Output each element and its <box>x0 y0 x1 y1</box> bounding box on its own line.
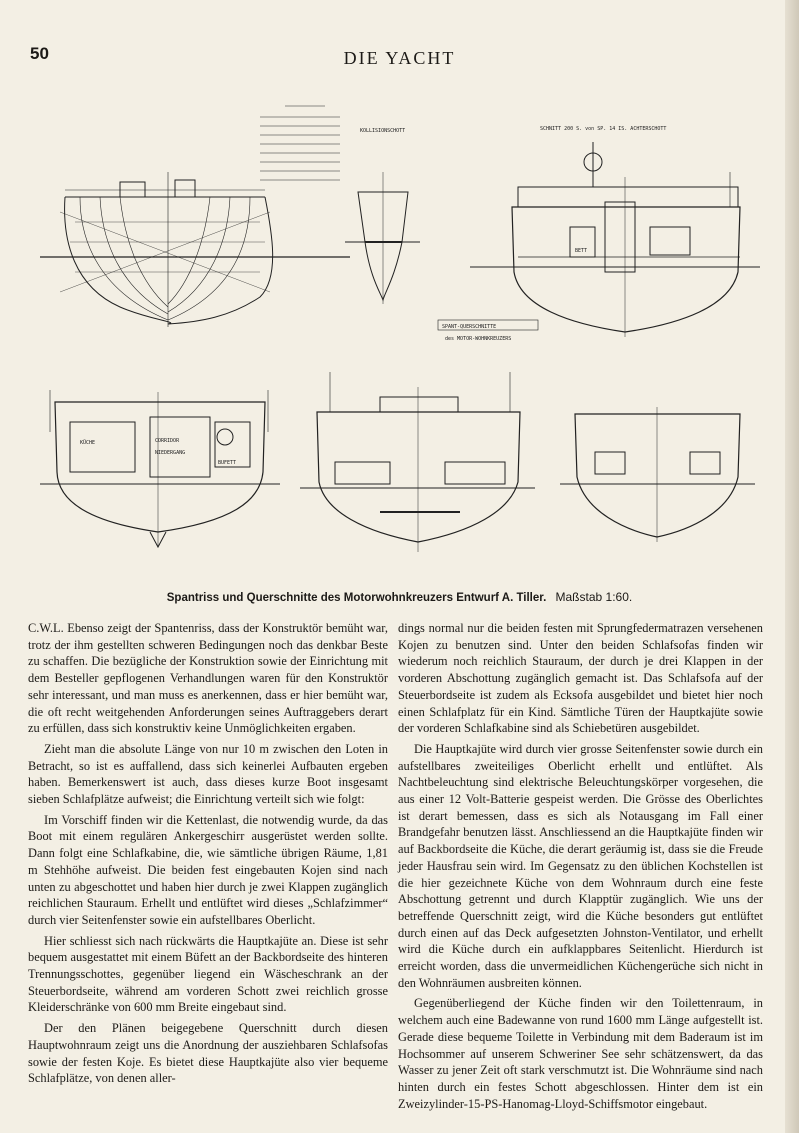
paragraph: dings normal nur die beiden festen mit Sprungfedermatrazen versehenen Kojen zu benutzen sind. Unter den beiden Schlafsofas finden wir wiederum noch reichlich Stauraum, der durch je drei Klappen in der vorderen Abschottung zugänglich gemacht ist. Das Schlafsofa auf der Steuerbordseite ist zudem als Ecksofa ausgebildet und bietet hier noch einen Schlafplatz für ein Kind. Sämtliche Türen der Hauptkajüte sowie der vorderen Schlafkabine sind als Schiebetüren ausgebildet. <box>398 621 763 736</box>
page-number: 50 <box>30 44 49 63</box>
caption-scale: Maßstab 1:60. <box>555 590 633 604</box>
figure-label-aft-section: SCHNITT 200 S. von SP. 14 IS. ACHTERSCHOTT <box>540 126 667 132</box>
figure-label-cross-sections-sub: des MOTOR-WOHNKREUZERS <box>445 336 512 342</box>
figure-label-berth: BETT <box>575 248 588 254</box>
dimension-table <box>260 106 340 180</box>
collision-bulkhead-drawing <box>345 172 420 304</box>
page-edge-shadow <box>785 0 799 1133</box>
paragraph: C.W.L. Ebenso zeigt der Spantenriss, dass der Konstruktör bemüht war, trotz der ihm gestellten schweren Bedingungen noch das denkbar Beste zu schaffen. Die bezügliche der Konstruktion sowie der Einrichtung mit dem Besteller gepflogenen Verhandlungen waren für den Konstruktör sehr interessant, und man muss es anerkennen, dass er hier bemüht war, die oft recht weitgehenden Anforderungen seines Auftraggebers derart zu erfüllen, dass sich konstruktiv keine Unmöglichkeiten ergaben. <box>28 621 388 736</box>
paragraph: Hier schliesst sich nach rückwärts die Hauptkajüte an. Diese ist sehr bequem ausgestattet mit einem Büfett an der Backbordseite des hinteren Trennungsschottes, gegenüber liegend ein Wäscheschrank an der Steuerbordseite, während am vorderen Schott zwei reichlich grosse Kleiderschränke von 600 mm Breite eingebaut sind. <box>28 933 388 1015</box>
text-column-right <box>398 620 763 1116</box>
figure-label-cross-sections: SPANT-QUERSCHNITTE <box>442 324 497 330</box>
main-cabin-section-drawing <box>300 372 535 552</box>
text-column-left <box>28 620 388 1091</box>
running-title: DIE YACHT <box>343 48 456 68</box>
hull-drawings-figure <box>40 92 780 572</box>
aft-section-drawing <box>470 142 760 337</box>
figure-label-collision-bulkhead: KOLLISIONSCHOTT <box>360 128 406 134</box>
figure-caption <box>0 590 799 604</box>
figure-label-galley: KÜCHE <box>80 440 96 446</box>
hull-drawings-svg <box>40 92 780 572</box>
figure-label-corridor: CORRIDOR <box>155 438 180 444</box>
figure-label-buffet: BUFETT <box>218 460 237 466</box>
paragraph: Zieht man die absolute Länge von nur 10 m zwischen den Loten in Betracht, so ist es auffallend, dass sich keinerlei Aufbauten ergeben haben. Bemerkenswert ist auch, dass dieses kurze Boot insgesamt sieben Schlafplätze aufweist; die Einrichtung verteilt sich wie folgt: <box>28 741 388 807</box>
galley-section-drawing <box>40 390 280 547</box>
caption-text: Spantriss und Querschnitte des Motorwohnkreuzers Entwurf A. Tiller. <box>166 592 547 604</box>
paragraph: Im Vorschiff finden wir die Kettenlast, die notwendig wurde, da das Boot mit einem regulären Ankergeschirr ausgerüstet werden sollte. Dann folgt eine Schlafkabine, die, wie sämtliche übrigen Räume, 1,81 m Stehhöhe aufweist. Die beiden fest eingebauten Kojen sind nach unten zu abgeschottet und haben hier durch je zwei Klappen zugänglich reichlichen Stauraum. Erhellt und entlüftet wird dieses „Schlafzimmer“ durch vier Seitenfenster sowie ein aufstellbares Oberlicht. <box>28 812 388 927</box>
body-plan-drawing <box>40 172 350 327</box>
figure-label-companionway: NIEDERGANG <box>155 450 186 456</box>
paragraph: Gegenüberliegend der Küche finden wir den Toilettenraum, in welchem auch eine Badewanne von rund 1600 mm Länge aufgestellt ist. Gerade diese bequeme Toilette in Verbindung mit dem Baderaum ist im Hochsommer auf unserem Schweriner See sehr schätzenswert, da das Wasser zu jener Zeit oft stark verschmutzt ist. Die Wohnräume sind nach hinten durch ein festes Schott abgeschlossen. Hinter dem ist ein Zweizylinder-15-PS-Hanomag-Lloyd-Schiffsmotor eingebaut. <box>398 996 763 1111</box>
paragraph: Der den Plänen beigegebene Querschnitt durch diesen Hauptwohnraum zeigt uns die Anordnung der ausziehbaren Schlafsofas sowie der festen Koje. Es bietet diese Hauptkajüte also vier bequeme Schlafplätze, von denen aller- <box>28 1021 388 1086</box>
paragraph: Die Hauptkajüte wird durch vier grosse Seitenfenster sowie durch ein aufstellbares zweiteiliges Oberlicht erhellt und entlüftet. Als Nachtbeleuchtung sind elektrische Beleuchtungskörper vorgesehen, die aus einer 12 Volt-Batterie gespeist werden. Die Grösse des Oberlichtes ist derart bemessen, dass es sich als Notausgang im Fall einer Brandgefahr benutzen lässt. Anschliessend an die Hauptkajüte finden wir auf Backbordseite die Küche, die derart geräumig ist, dass sie die Freude jeder Hausfrau sein wird. Im Gegensatz zu den üblichen Kochstellen ist die hier gezeichnete Küche von dem Wohnraum durch eine feste Abschottung getrennt und durch Klapptür zugänglich. Wie uns der betreffende Querschnitt zeigt, wird die Küche besonders gut entlüftet durch einen auf das Deck aufgesetzten Johnston-Ventilator, und erhellt wird die Küche durch ein aufklappbares Seitenlicht. Hierdurch ist erreicht worden, dass die unvermeidlichen Küchengerüche sich nicht in den Wohnräumen ausbreiten können. <box>398 741 763 990</box>
forward-cabin-section-drawing <box>560 407 755 542</box>
